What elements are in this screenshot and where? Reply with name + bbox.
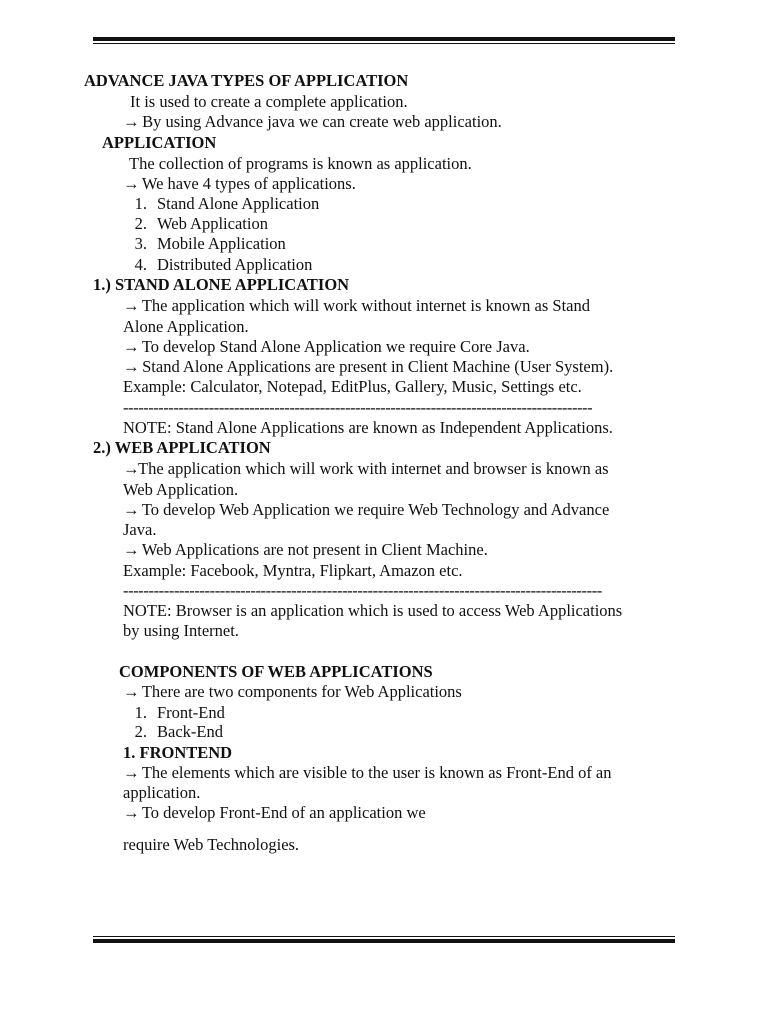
- standalone-para-3: → Stand Alone Applications are present in Client Machine (User System).: [123, 357, 614, 376]
- web-note-a: NOTE: Browser is an application which is used to access Web Applications: [123, 601, 623, 620]
- web-para-2a: → To develop Web Application we require Web Technology and Advance: [123, 500, 610, 519]
- standalone-example: Example: Calculator, Notepad, EditPlus, Gallery, Music, Settings etc.: [123, 377, 582, 396]
- standalone-para-1a: → The application which will work without internet is known as Stand: [123, 296, 591, 315]
- arrow-icon: →: [123, 337, 140, 356]
- arrow-icon: →: [123, 500, 140, 519]
- web-para-2b: Java.: [123, 520, 157, 539]
- web-divider: ----------------------------------------------------------------------------------------------: [123, 581, 602, 600]
- standalone-heading: 1.) STAND ALONE APPLICATION: [93, 275, 350, 294]
- components-line-1: → There are two components for Web Applications: [123, 682, 462, 701]
- intro-line-2: → By using Advance java we can create web application.: [123, 112, 502, 131]
- frontend-para-1a: → The elements which are visible to the user is known as Front-End of an: [123, 763, 612, 782]
- components-heading: COMPONENTS OF WEB APPLICATIONS: [119, 662, 433, 681]
- arrow-icon: →: [123, 174, 140, 193]
- application-line-2: → We have 4 types of applications.: [123, 174, 356, 193]
- application-heading: APPLICATION: [102, 133, 217, 152]
- frontend-para-3: require Web Technologies.: [123, 835, 300, 854]
- web-example: Example: Facebook, Myntra, Flipkart, Amazon etc.: [123, 561, 463, 580]
- web-para-3: → Web Applications are not present in Client Machine.: [123, 540, 488, 559]
- frontend-heading: 1. FRONTEND: [123, 743, 233, 762]
- arrow-icon: →: [123, 682, 140, 701]
- list-item: 1. Front-End: [134, 703, 225, 722]
- web-heading: 2.) WEB APPLICATION: [93, 438, 271, 457]
- arrow-icon: →: [123, 763, 140, 782]
- arrow-icon: →: [123, 296, 140, 315]
- top-border-rule: [93, 37, 675, 44]
- frontend-para-1b: application.: [123, 783, 201, 802]
- arrow-icon: →: [123, 459, 140, 478]
- arrow-icon: →: [123, 112, 140, 131]
- web-para-1b: Web Application.: [123, 480, 239, 499]
- arrow-icon: →: [123, 357, 140, 376]
- list-item: 4. Distributed Application: [134, 255, 313, 274]
- bottom-border-rule: [93, 936, 675, 943]
- standalone-note: NOTE: Stand Alone Applications are known as Independent Applications.: [123, 418, 613, 437]
- arrow-icon: →: [123, 540, 140, 559]
- standalone-divider: ---------------------------------------------------------------------------------------------: [123, 398, 593, 417]
- web-note-b: by using Internet.: [123, 621, 239, 640]
- list-item: 2. Web Application: [134, 214, 268, 233]
- web-para-1a: →The application which will work with internet and browser is known as: [123, 459, 609, 478]
- intro-line-1: It is used to create a complete application.: [130, 92, 408, 111]
- standalone-para-1b: Alone Application.: [123, 317, 249, 336]
- list-item: 2. Back-End: [134, 722, 223, 741]
- main-heading: ADVANCE JAVA TYPES OF APPLICATION: [84, 71, 409, 90]
- list-item: 1. Stand Alone Application: [134, 194, 320, 213]
- frontend-para-2: → To develop Front-End of an application we: [123, 803, 426, 822]
- list-item: 3. Mobile Application: [134, 234, 286, 253]
- arrow-icon: →: [123, 803, 140, 822]
- standalone-para-2: → To develop Stand Alone Application we require Core Java.: [123, 337, 530, 356]
- application-line-1: The collection of programs is known as application.: [129, 154, 472, 173]
